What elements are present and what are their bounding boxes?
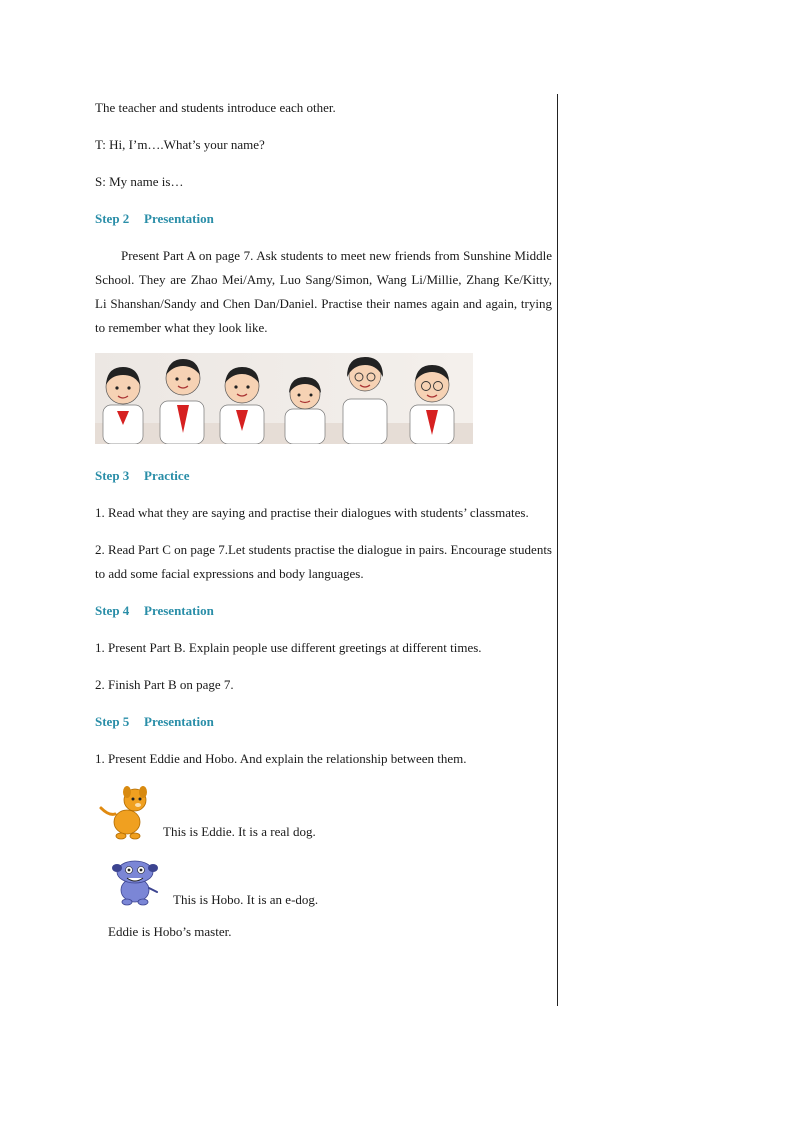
student-line: S: My name is… bbox=[95, 174, 184, 189]
step4-title: Presentation bbox=[144, 603, 214, 618]
step2-text: Present Part A on page 7. Ask students to meet new friends from Sunshine Middle School. They are Zhao Mei/Amy, Luo Sang/Simon, Wang Li/Millie, Zhang Ke/Kitty, Li Shanshan/Sandy and Chen Dan/Daniel. Practise their names again and again, trying to remember what they look like. bbox=[95, 248, 552, 335]
step4-item-2: 2. Finish Part B on page 7. bbox=[95, 677, 234, 692]
hobo-caption: This is Hobo. It is an e-dog. bbox=[173, 892, 319, 907]
eddie-row bbox=[95, 784, 552, 852]
step3-heading bbox=[95, 464, 552, 488]
hobo-edog-illustration bbox=[109, 858, 161, 906]
step5-item-1: 1. Present Eddie and Hobo. And explain the relationship between them. bbox=[95, 751, 467, 766]
intro-line: The teacher and students introduce each other. bbox=[95, 100, 336, 115]
step3-number: Step 3 bbox=[95, 468, 130, 483]
step3-item-2: 2. Read Part C on page 7.Let students practise the dialogue in pairs. Encourage students to add some facial expressions and body languages. bbox=[95, 542, 552, 581]
step4-number: Step 4 bbox=[95, 603, 130, 618]
step2-heading bbox=[95, 207, 552, 231]
step4-item-1: 1. Present Part B. Explain people use different greetings at different times. bbox=[95, 640, 482, 655]
step2-title: Presentation bbox=[144, 211, 214, 226]
eddie-caption: This is Eddie. It is a real dog. bbox=[163, 824, 316, 839]
teacher-line: T: Hi, I’m….What’s your name? bbox=[95, 137, 265, 152]
step5-heading bbox=[95, 710, 552, 734]
eddie-dog-illustration bbox=[97, 786, 155, 840]
step3-title: Practice bbox=[144, 468, 190, 483]
master-row bbox=[95, 918, 552, 948]
step2-number: Step 2 bbox=[95, 211, 130, 226]
margin-rule bbox=[557, 94, 558, 1006]
step4-heading bbox=[95, 599, 552, 623]
step5-title: Presentation bbox=[144, 714, 214, 729]
step3-item-1: 1. Read what they are saying and practise their dialogues with students’ classmates. bbox=[95, 505, 529, 520]
hobo-row bbox=[95, 852, 552, 918]
master-caption: Eddie is Hobo’s master. bbox=[108, 924, 232, 939]
students-illustration bbox=[95, 353, 473, 444]
lesson-content bbox=[95, 96, 552, 948]
step5-number: Step 5 bbox=[95, 714, 130, 729]
